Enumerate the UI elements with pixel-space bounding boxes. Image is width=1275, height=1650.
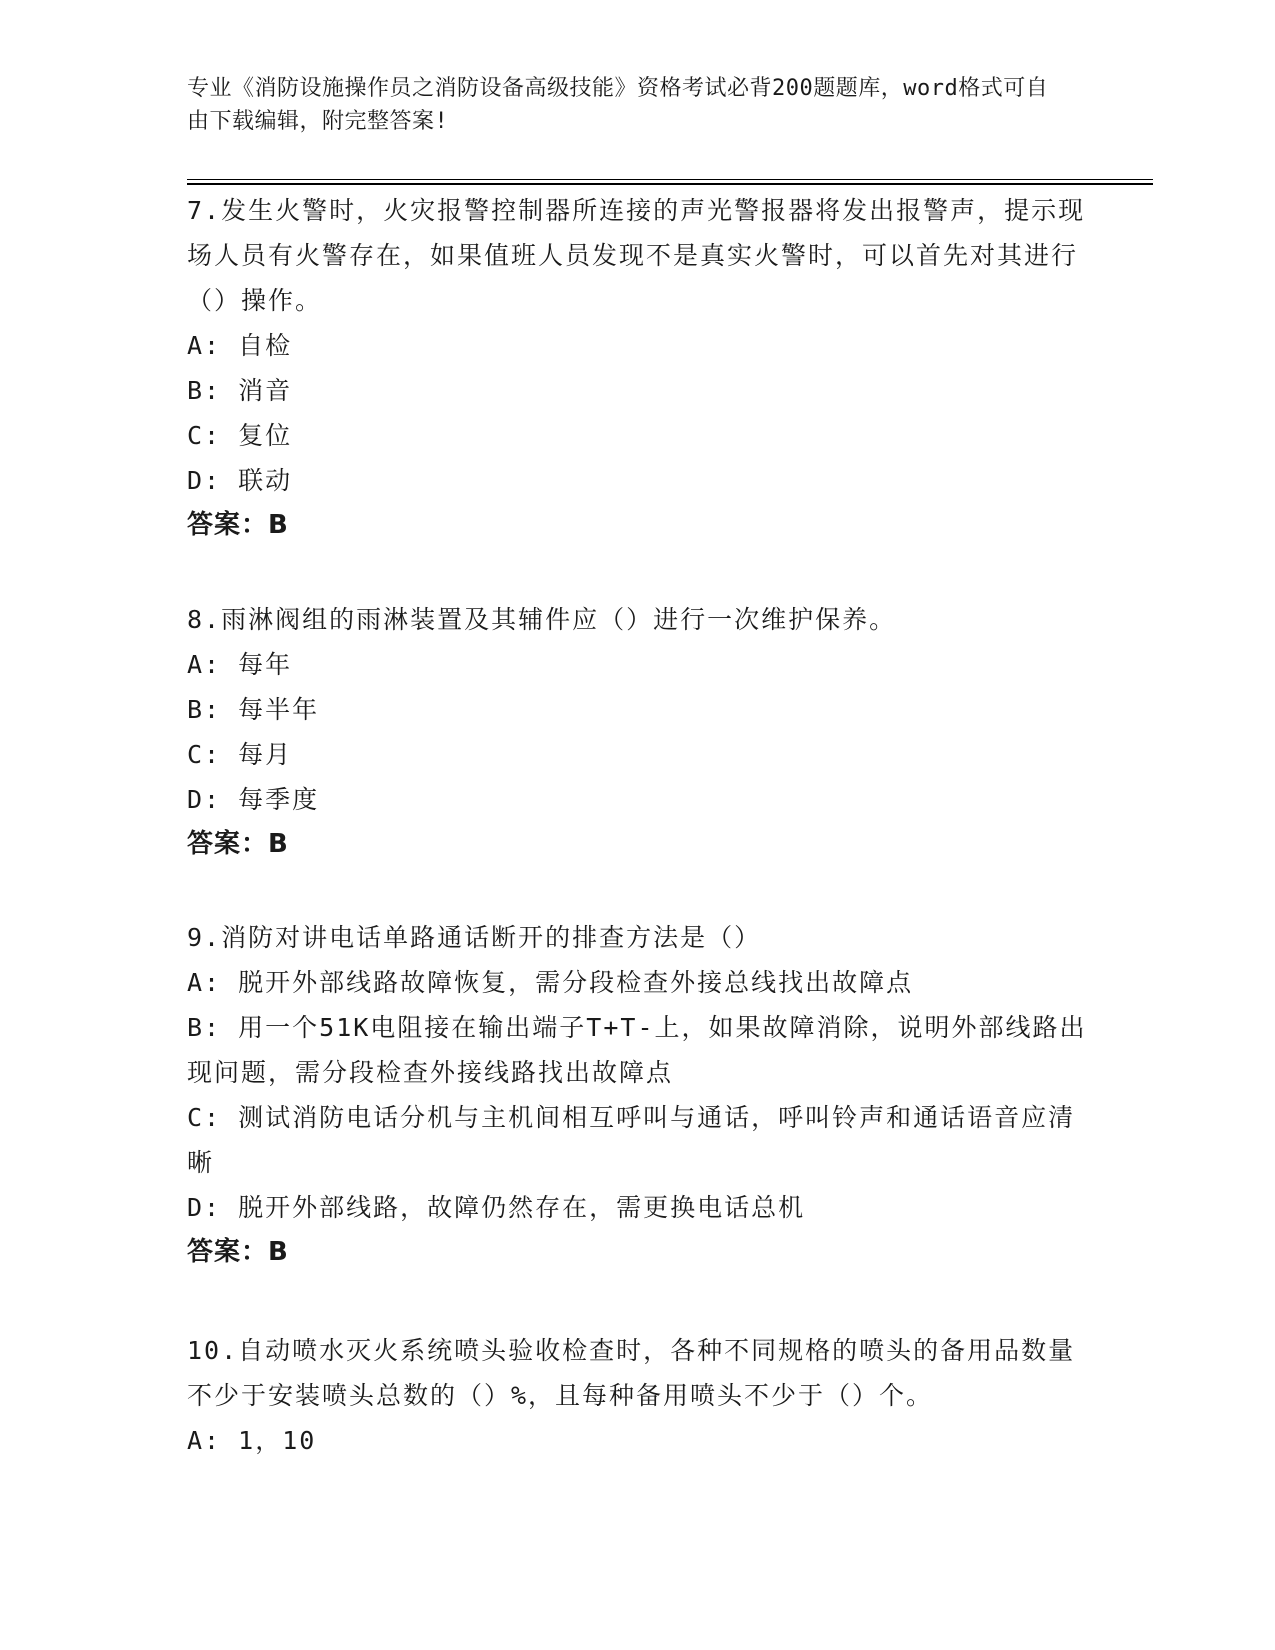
question-stem: 10.自动喷水灭火系统喷头验收检查时，各种不同规格的喷头的备用品数量不少于安装喷头总数的（）%，且每种备用喷头不少于（）个。 (187, 1336, 1076, 1410)
question-stem: 9.消防对讲电话单路通话断开的排查方法是（） (187, 923, 762, 952)
option-d: D: 每季度 (187, 785, 320, 814)
header-text: 专业《消防设施操作员之消防设备高级技能》资格考试必背200题题库，word格式可自由下载编辑，附完整答案! (187, 76, 1049, 134)
option-c: C: 测试消防电话分机与主机间相互呼叫与通话，呼叫铃声和通话语音应清晰 (187, 1103, 1076, 1177)
page-header (187, 72, 1067, 138)
answer: 答案：B (187, 829, 289, 859)
question-stem: 8.雨淋阀组的雨淋装置及其辅件应（）进行一次维护保养。 (187, 605, 897, 634)
answer: 答案：B (187, 1237, 289, 1267)
option-c: C: 每月 (187, 740, 293, 769)
option-a: A: 自检 (187, 331, 293, 360)
question-10 (187, 1328, 1087, 1463)
question-9 (187, 915, 1087, 1275)
option-d: D: 脱开外部线路，故障仍然存在，需更换电话总机 (187, 1193, 806, 1222)
option-a: A: 每年 (187, 650, 293, 679)
option-c: C: 复位 (187, 421, 293, 450)
header-divider-thick (187, 183, 1153, 185)
option-b: B: 用一个51K电阻接在输出端子T+T-上，如果故障消除，说明外部线路出现问题，需分段检查外接线路找出故障点 (187, 1013, 1087, 1087)
header-divider-thin (187, 179, 1153, 180)
answer: 答案：B (187, 510, 289, 540)
option-b: B: 消音 (187, 376, 293, 405)
option-b: B: 每半年 (187, 695, 320, 724)
option-d: D: 联动 (187, 466, 293, 495)
question-stem: 7.发生火警时，火灾报警控制器所连接的声光警报器将发出报警声，提示现场人员有火警存在，如果值班人员发现不是真实火警时，可以首先对其进行（）操作。 (187, 196, 1086, 315)
option-a: A: 1，10 (187, 1426, 317, 1455)
option-a: A: 脱开外部线路故障恢复，需分段检查外接总线找出故障点 (187, 968, 914, 997)
question-7 (187, 188, 1087, 548)
question-8 (187, 597, 1087, 867)
